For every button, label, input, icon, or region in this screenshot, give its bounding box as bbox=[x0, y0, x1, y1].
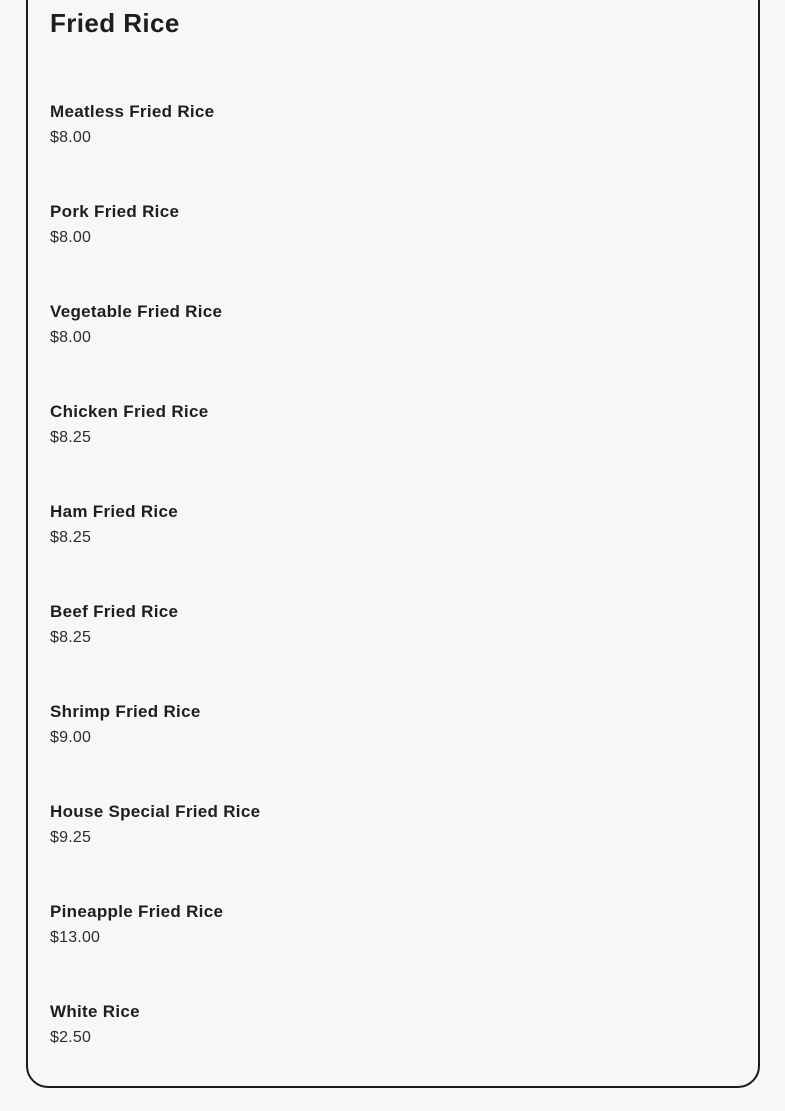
menu-item-name: Pineapple Fried Rice bbox=[50, 902, 224, 921]
menu-item-price: $8.25 bbox=[50, 529, 92, 546]
menu-item-price: $8.25 bbox=[50, 429, 92, 446]
menu-item bbox=[50, 599, 710, 651]
menu-item-name: House Special Fried Rice bbox=[50, 802, 261, 821]
menu-item bbox=[50, 399, 710, 451]
menu-item-name: Ham Fried Rice bbox=[50, 502, 178, 521]
menu-section bbox=[50, 0, 710, 1099]
menu-item-name: Vegetable Fried Rice bbox=[50, 302, 223, 321]
menu-item bbox=[50, 499, 710, 551]
menu-item bbox=[50, 999, 710, 1051]
menu-item-price: $9.00 bbox=[50, 729, 92, 746]
menu-item-price: $13.00 bbox=[50, 929, 101, 946]
menu-item bbox=[50, 99, 710, 151]
menu-item-name: Chicken Fried Rice bbox=[50, 402, 209, 421]
menu-item bbox=[50, 299, 710, 351]
menu-item-name: Beef Fried Rice bbox=[50, 602, 179, 621]
section-title: Fried Rice bbox=[50, 8, 180, 38]
menu-item-price: $8.00 bbox=[50, 329, 92, 346]
menu-item-price: $9.25 bbox=[50, 829, 92, 846]
menu-item bbox=[50, 699, 710, 751]
menu-item-price: $8.00 bbox=[50, 129, 92, 146]
menu-item-price: $8.00 bbox=[50, 229, 92, 246]
menu-item bbox=[50, 799, 710, 851]
menu-item-name: Shrimp Fried Rice bbox=[50, 702, 201, 721]
menu-item-price: $8.25 bbox=[50, 629, 92, 646]
menu-items bbox=[50, 99, 710, 1051]
menu-item-name: Pork Fried Rice bbox=[50, 202, 180, 221]
menu-item bbox=[50, 199, 710, 251]
menu-item-price: $2.50 bbox=[50, 1029, 92, 1046]
menu-item bbox=[50, 899, 710, 951]
menu-item-name: Meatless Fried Rice bbox=[50, 102, 215, 121]
menu-item-name: White Rice bbox=[50, 1002, 140, 1021]
